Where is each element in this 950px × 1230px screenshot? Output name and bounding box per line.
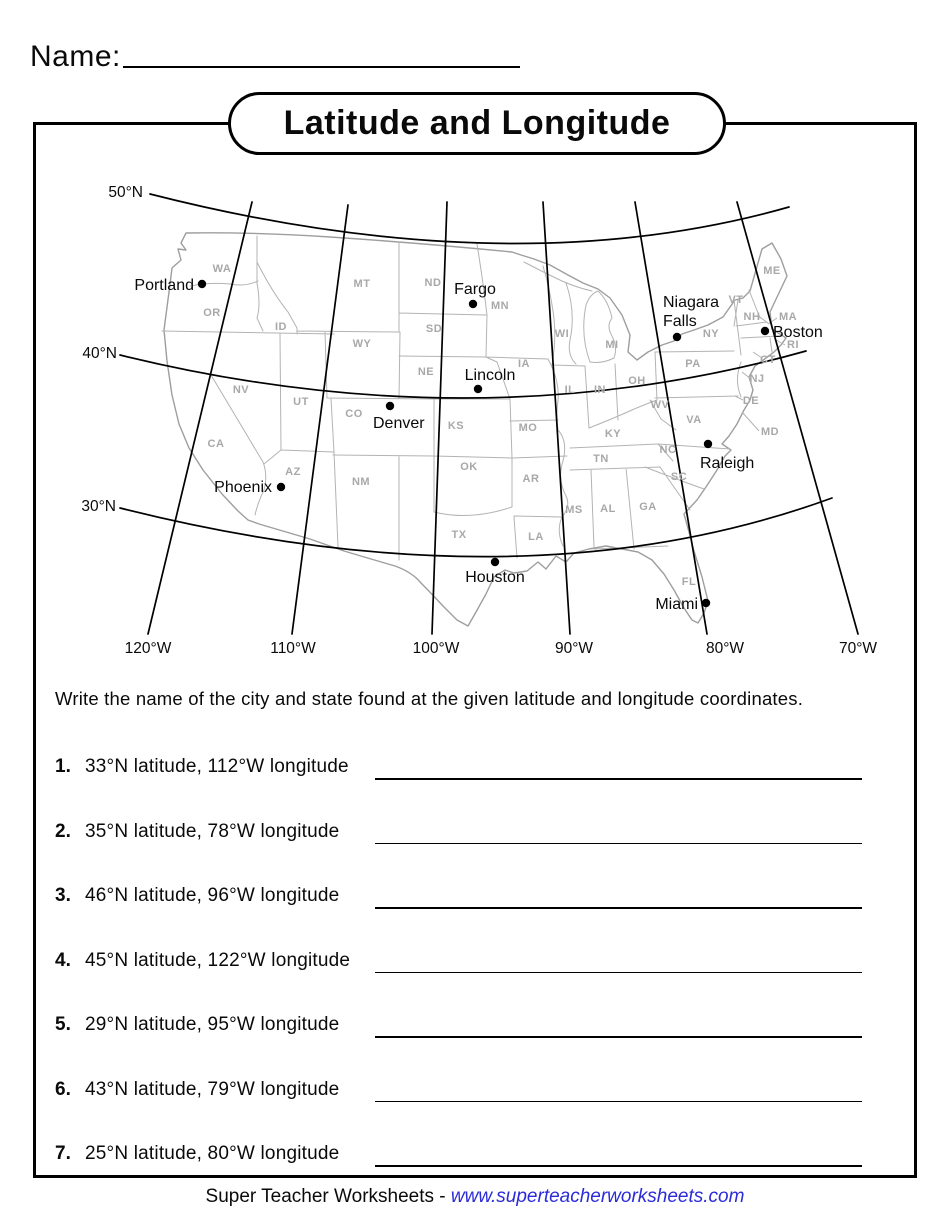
state-label-mt: MT: [353, 278, 371, 290]
question-row-2: [0, 821, 950, 851]
footer: [0, 1186, 950, 1208]
answer-blank-5[interactable]: [375, 1036, 862, 1038]
state-label-mn: MN: [490, 300, 510, 312]
state-label-ne: NE: [417, 366, 435, 378]
state-label-ct: CT: [760, 354, 776, 366]
state-label-oh: OH: [628, 375, 646, 387]
state-label-wi: WI: [554, 328, 570, 340]
state-label-ms: MS: [565, 504, 583, 516]
latitude-line-30n: [120, 498, 832, 557]
state-label-co: CO: [345, 408, 363, 420]
city-label-denver: Denver: [373, 415, 425, 432]
answer-blank-6[interactable]: [375, 1101, 862, 1102]
us-map: [33, 160, 917, 680]
state-label-ky: KY: [604, 428, 622, 440]
city-dot-boston: [761, 327, 769, 335]
city-label-phoenix: Phoenix: [214, 479, 272, 496]
city-label-houston: Houston: [465, 569, 525, 586]
question-text: 33°N latitude, 112°W longitude: [85, 756, 349, 777]
question-number: 5.: [55, 1014, 71, 1035]
city-dot-fargo: [469, 300, 477, 308]
state-label-wy: WY: [352, 338, 372, 350]
state-label-vt: VT: [728, 294, 744, 306]
question-text: 43°N latitude, 79°W longitude: [85, 1079, 340, 1100]
question-number: 1.: [55, 756, 71, 777]
state-label-la: LA: [528, 531, 544, 543]
city-dot-miami: [702, 599, 710, 607]
state-label-mi: MI: [605, 339, 619, 351]
state-label-fl: FL: [681, 576, 697, 588]
latitude-label-50n: 50°N: [108, 184, 143, 201]
longitude-label-100w: 100°W: [412, 640, 460, 657]
city-dot-lincoln: [474, 385, 482, 393]
state-label-al: AL: [600, 503, 616, 515]
state-label-nh: NH: [743, 311, 761, 323]
state-label-mo: MO: [518, 422, 538, 434]
question-text: 29°N latitude, 95°W longitude: [85, 1014, 340, 1035]
state-label-il: IL: [564, 384, 576, 396]
city-label-portland: Portland: [134, 277, 194, 294]
longitude-label-90w: 90°W: [554, 640, 594, 657]
city-dot-niagara-falls: [673, 333, 681, 341]
longitude-label-80w: 80°W: [705, 640, 745, 657]
state-label-nc: NC: [659, 444, 677, 456]
question-row-6: [0, 1079, 950, 1109]
longitude-label-70w: 70°W: [838, 640, 878, 657]
answer-blank-2[interactable]: [375, 843, 862, 844]
city-dot-denver: [386, 402, 394, 410]
state-label-ks: KS: [447, 420, 465, 432]
city-label-falls: Falls: [663, 313, 697, 330]
question-number: 3.: [55, 885, 71, 906]
state-label-wa: WA: [212, 263, 232, 275]
longitude-label-110w: 110°W: [270, 640, 316, 657]
state-label-wv: WV: [650, 399, 670, 411]
state-label-ri: RI: [787, 339, 799, 351]
longitude-line-90w: [543, 202, 570, 634]
question-row-3: [0, 885, 950, 915]
state-label-in: IN: [594, 384, 606, 396]
latitude-line-40n: [120, 351, 806, 398]
state-label-sc: SC: [670, 471, 688, 483]
city-label-fargo: Fargo: [454, 281, 496, 298]
question-text: 45°N latitude, 122°W longitude: [85, 950, 351, 971]
state-label-va: VA: [686, 414, 702, 426]
state-label-id: ID: [275, 321, 287, 333]
longitude-line-110w: [292, 205, 348, 634]
state-label-ia: IA: [518, 358, 530, 370]
latitude-label-40n: 40°N: [82, 345, 117, 362]
footer-link[interactable]: www.superteacherworksheets.com: [450, 1186, 745, 1207]
state-label-az: AZ: [285, 466, 301, 478]
state-label-de: DE: [742, 395, 760, 407]
question-number: 6.: [55, 1079, 71, 1100]
question-row-1: [0, 756, 950, 786]
state-label-md: MD: [760, 426, 780, 438]
state-label-ny: NY: [702, 328, 720, 340]
longitude-line-70w: [737, 202, 858, 634]
city-dot-portland: [198, 280, 206, 288]
state-label-ca: CA: [207, 438, 225, 450]
latitude-line-50n: [150, 194, 789, 243]
state-label-nd: ND: [424, 277, 442, 289]
city-dot-houston: [491, 558, 499, 566]
city-label-niagara: Niagara: [663, 294, 720, 311]
title-pill: [228, 92, 726, 155]
name-blank[interactable]: [123, 66, 520, 68]
footer-text: Super Teacher Worksheets -: [205, 1186, 451, 1207]
question-number: 7.: [55, 1143, 71, 1164]
page-title: Latitude and Longitude: [283, 104, 671, 142]
longitude-label-120w: 120°W: [124, 640, 172, 657]
state-label-pa: PA: [685, 358, 701, 370]
state-label-ar: AR: [522, 473, 540, 485]
state-label-ut: UT: [293, 396, 309, 408]
answer-blank-3[interactable]: [375, 907, 862, 909]
state-label-ga: GA: [639, 501, 657, 513]
state-label-sd: SD: [425, 323, 443, 335]
city-dot-phoenix: [277, 483, 285, 491]
city-label-raleigh: Raleigh: [700, 455, 755, 472]
question-text: 35°N latitude, 78°W longitude: [85, 821, 340, 842]
state-label-ok: OK: [460, 461, 478, 473]
question-text: 46°N latitude, 96°W longitude: [85, 885, 340, 906]
answer-blank-4[interactable]: [375, 972, 862, 973]
city-label-miami: Miami: [655, 596, 698, 613]
answer-blank-1[interactable]: [375, 778, 862, 780]
question-row-4: [0, 950, 950, 980]
question-number: 4.: [55, 950, 71, 971]
state-label-nm: NM: [351, 476, 371, 488]
state-label-nv: NV: [232, 384, 250, 396]
question-row-5: [0, 1014, 950, 1044]
city-dot-raleigh: [704, 440, 712, 448]
city-label-lincoln: Lincoln: [464, 367, 516, 384]
state-label-tn: TN: [593, 453, 609, 465]
instruction-text: Write the name of the city and state found at the given latitude and longitude coordinates.: [55, 688, 804, 709]
city-label-boston: Boston: [773, 324, 823, 341]
latitude-label-30n: 30°N: [81, 498, 116, 515]
question-text: 25°N latitude, 80°W longitude: [85, 1143, 340, 1164]
question-row-7: [0, 1143, 950, 1173]
state-label-ma: MA: [778, 311, 798, 323]
state-label-or: OR: [203, 307, 221, 319]
name-label: Name:: [30, 40, 121, 73]
question-number: 2.: [55, 821, 71, 842]
answer-blank-7[interactable]: [375, 1165, 862, 1167]
state-label-tx: TX: [451, 529, 467, 541]
state-label-nj: NJ: [749, 373, 765, 385]
state-label-me: ME: [763, 265, 781, 277]
